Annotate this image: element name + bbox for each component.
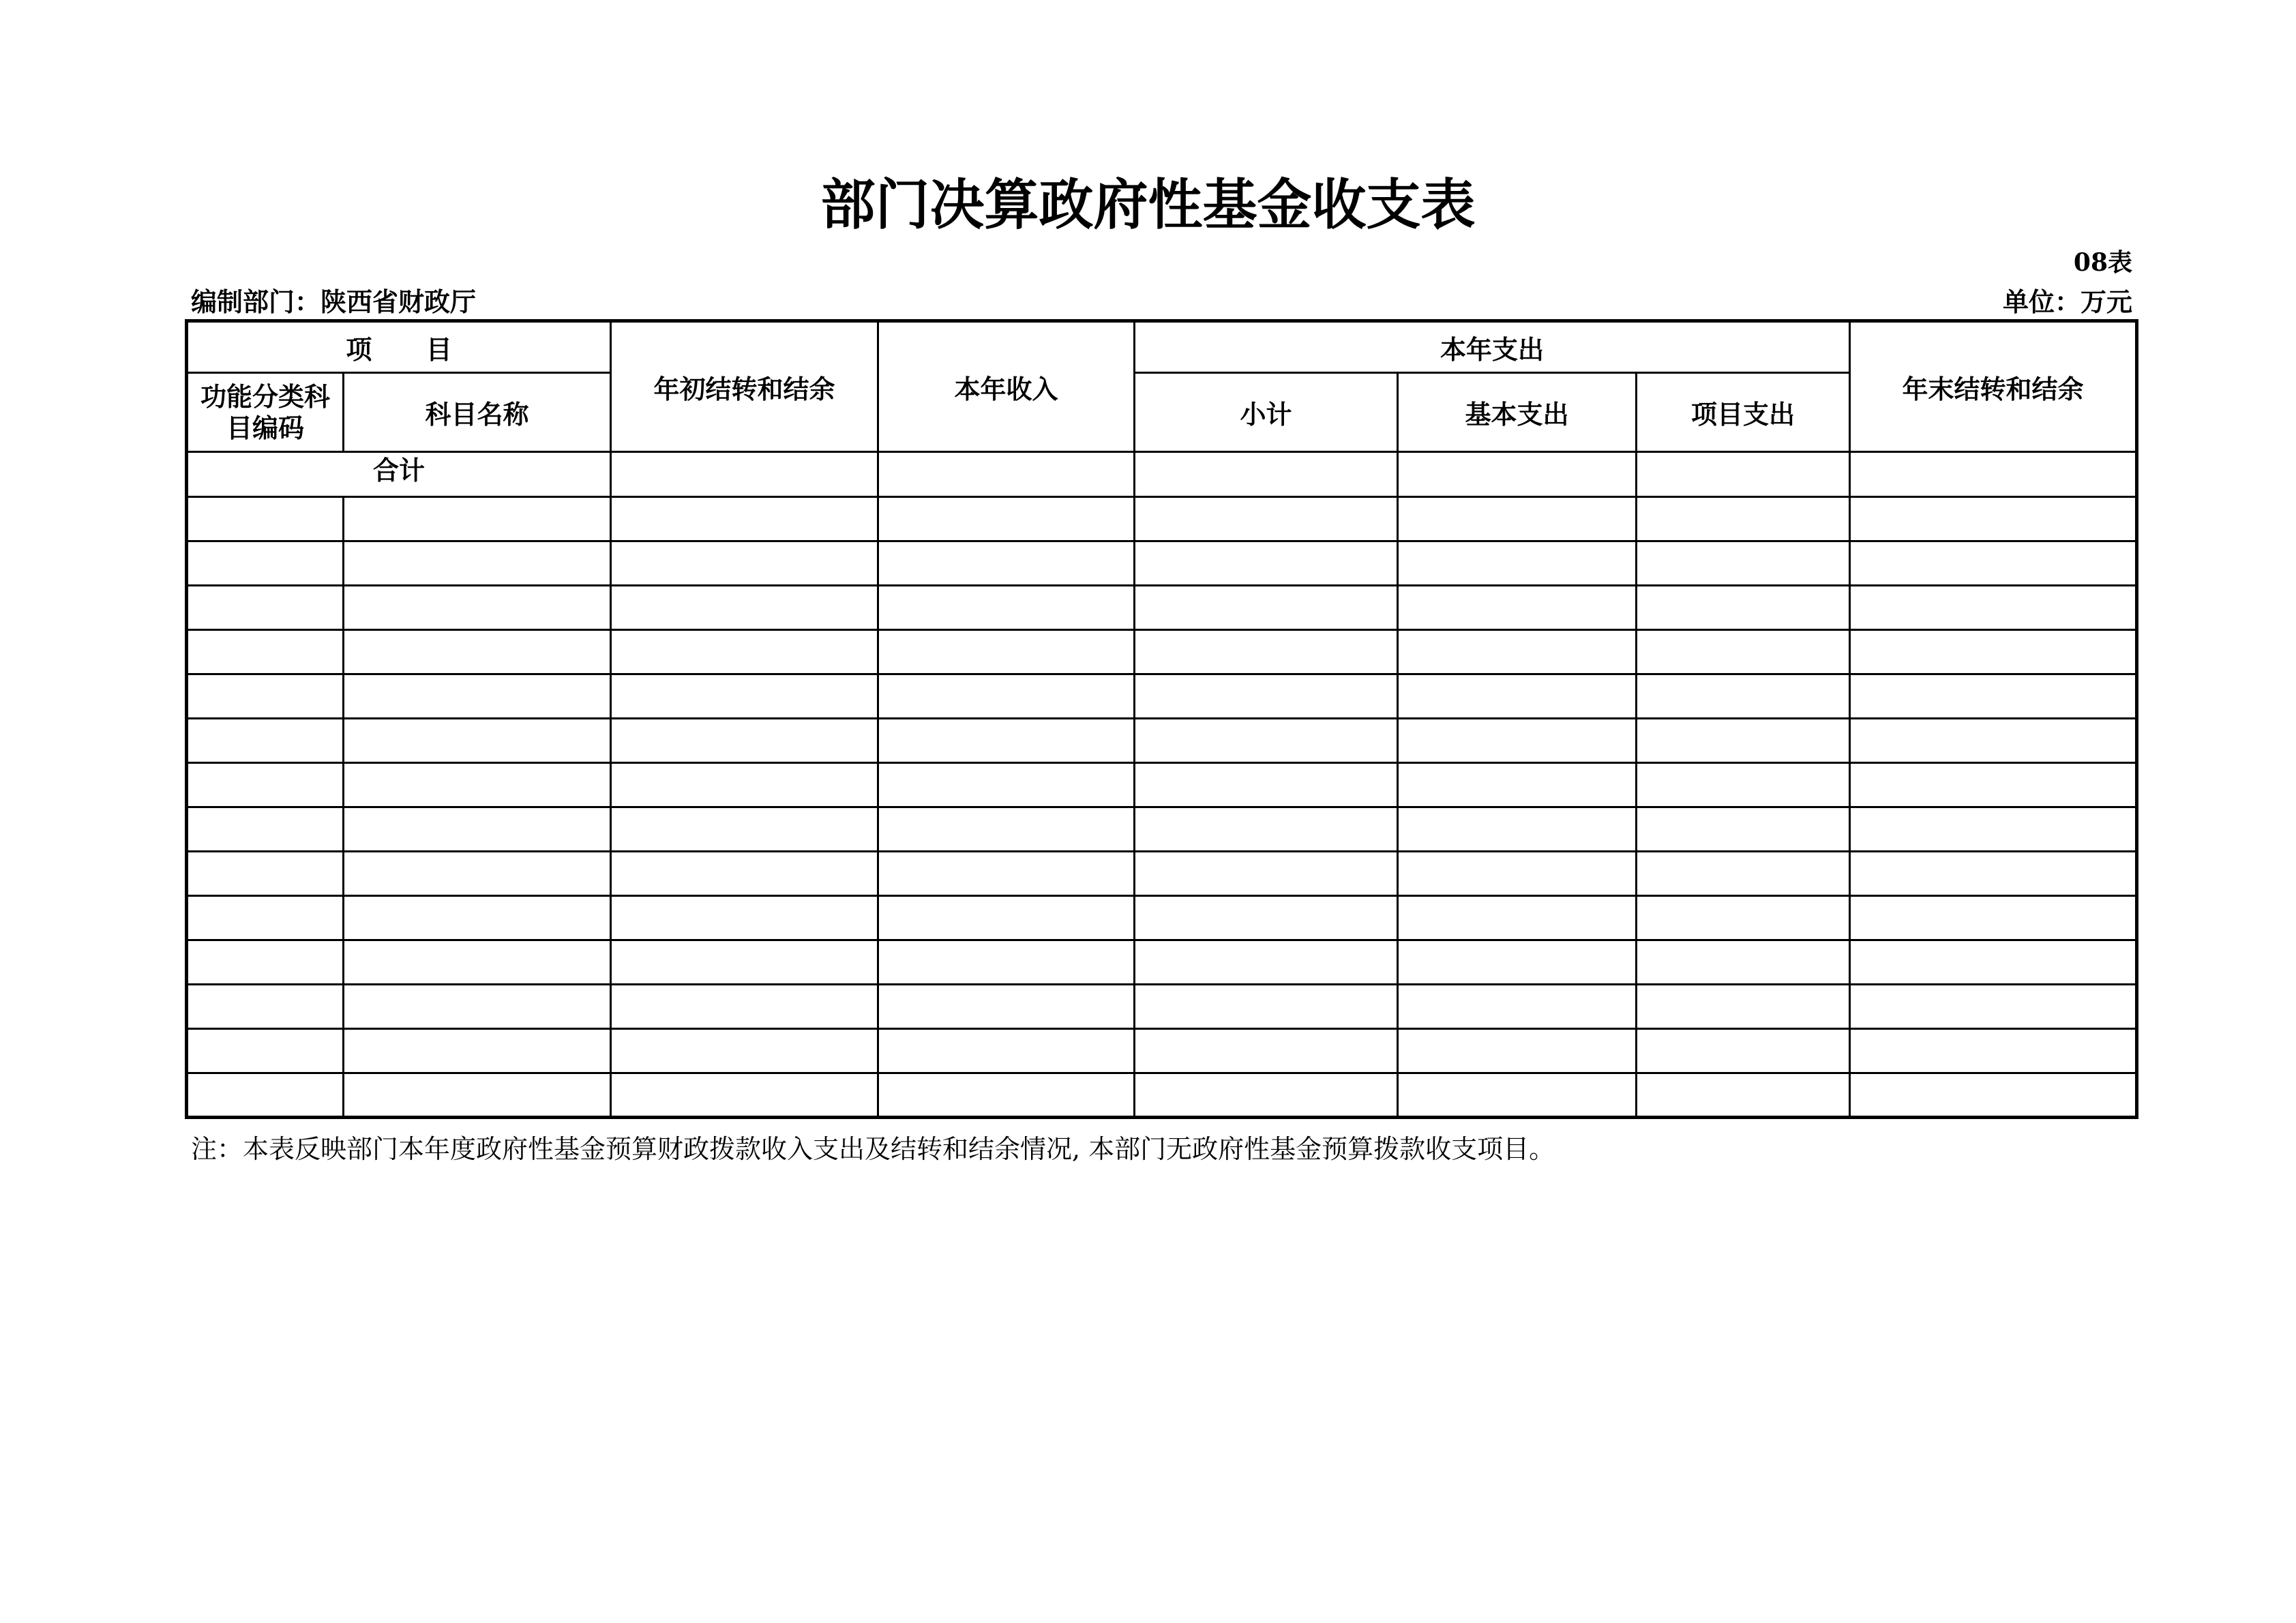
cell-beginning-balance xyxy=(611,985,878,1029)
cell-income xyxy=(878,630,1135,674)
footnote: 注：本表反映部门本年度政府性基金预算财政拨款收入支出及结转和结余情况, 本部门无政府性基金预算拨款收支项目。 xyxy=(191,1134,1555,1164)
cell-beginning-balance xyxy=(611,807,878,852)
cell-project-expenditure xyxy=(1637,630,1850,674)
cell-name xyxy=(344,896,611,940)
cell-beginning-balance xyxy=(611,719,878,763)
cell-project-expenditure xyxy=(1637,497,1850,541)
cell-ending-balance xyxy=(1850,674,2137,719)
total-project-expenditure xyxy=(1637,452,1850,497)
header-row-2 xyxy=(187,373,2137,452)
cell-basic-expenditure xyxy=(1398,541,1637,586)
cell-code xyxy=(187,719,344,763)
table-row xyxy=(187,719,2137,763)
header-basic-expenditure: 基本支出 xyxy=(1398,373,1637,452)
cell-project-expenditure xyxy=(1637,985,1850,1029)
cell-subtotal xyxy=(1135,630,1398,674)
header-name: 科目名称 xyxy=(344,373,611,452)
cell-project-expenditure xyxy=(1637,940,1850,985)
cell-project-expenditure xyxy=(1637,763,1850,807)
total-income xyxy=(878,452,1135,497)
cell-basic-expenditure xyxy=(1398,497,1637,541)
total-ending-balance xyxy=(1850,452,2137,497)
table-row xyxy=(187,940,2137,985)
cell-income xyxy=(878,940,1135,985)
cell-ending-balance xyxy=(1850,719,2137,763)
cell-code xyxy=(187,985,344,1029)
cell-income xyxy=(878,719,1135,763)
table-code: 08表 xyxy=(2073,248,2132,277)
table-row xyxy=(187,674,2137,719)
cell-name xyxy=(344,719,611,763)
cell-beginning-balance xyxy=(611,630,878,674)
cell-ending-balance xyxy=(1850,1073,2137,1118)
total-basic-expenditure xyxy=(1398,452,1637,497)
cell-project-expenditure xyxy=(1637,896,1850,940)
cell-beginning-balance xyxy=(611,497,878,541)
cell-beginning-balance xyxy=(611,763,878,807)
cell-income xyxy=(878,497,1135,541)
cell-subtotal xyxy=(1135,763,1398,807)
table-row xyxy=(187,1073,2137,1118)
cell-ending-balance xyxy=(1850,940,2137,985)
cell-project-expenditure xyxy=(1637,719,1850,763)
header-code: 功能分类科目编码 xyxy=(187,373,344,452)
cell-project-expenditure xyxy=(1637,674,1850,719)
cell-subtotal xyxy=(1135,985,1398,1029)
cell-project-expenditure xyxy=(1637,1073,1850,1118)
compiling-department: 编制部门：陕西省财政厅 xyxy=(191,286,477,317)
cell-basic-expenditure xyxy=(1398,719,1637,763)
cell-code xyxy=(187,674,344,719)
table-row xyxy=(187,985,2137,1029)
header-beginning-balance: 年初结转和结余 xyxy=(611,321,878,452)
table-row xyxy=(187,541,2137,586)
header-row-1 xyxy=(187,321,2137,373)
cell-income xyxy=(878,896,1135,940)
cell-code xyxy=(187,586,344,630)
cell-basic-expenditure xyxy=(1398,763,1637,807)
cell-income xyxy=(878,852,1135,896)
cell-basic-expenditure xyxy=(1398,985,1637,1029)
unit-label: 单位：万元 xyxy=(2002,286,2132,317)
cell-basic-expenditure xyxy=(1398,586,1637,630)
cell-ending-balance xyxy=(1850,586,2137,630)
cell-income xyxy=(878,763,1135,807)
table-row xyxy=(187,1029,2137,1073)
cell-ending-balance xyxy=(1850,1029,2137,1073)
table-row xyxy=(187,896,2137,940)
cell-beginning-balance xyxy=(611,1073,878,1118)
cell-income xyxy=(878,985,1135,1029)
fund-revenue-expenditure-table xyxy=(185,319,2138,1119)
cell-name xyxy=(344,1029,611,1073)
cell-ending-balance xyxy=(1850,807,2137,852)
header-item-group: 项 目 xyxy=(187,321,611,373)
cell-beginning-balance xyxy=(611,1029,878,1073)
header-project-expenditure: 项目支出 xyxy=(1637,373,1850,452)
table-row xyxy=(187,630,2137,674)
cell-ending-balance xyxy=(1850,896,2137,940)
cell-code xyxy=(187,541,344,586)
page-title: 部门决算政府性基金收支表 xyxy=(820,173,1476,237)
cell-subtotal xyxy=(1135,852,1398,896)
cell-subtotal xyxy=(1135,497,1398,541)
cell-project-expenditure xyxy=(1637,586,1850,630)
cell-subtotal xyxy=(1135,1073,1398,1118)
cell-subtotal xyxy=(1135,940,1398,985)
cell-name xyxy=(344,630,611,674)
cell-code xyxy=(187,896,344,940)
cell-beginning-balance xyxy=(611,541,878,586)
cell-beginning-balance xyxy=(611,674,878,719)
table-row xyxy=(187,763,2137,807)
cell-name xyxy=(344,541,611,586)
cell-income xyxy=(878,541,1135,586)
cell-beginning-balance xyxy=(611,940,878,985)
cell-ending-balance xyxy=(1850,852,2137,896)
cell-basic-expenditure xyxy=(1398,896,1637,940)
cell-name xyxy=(344,852,611,896)
cell-name xyxy=(344,1073,611,1118)
cell-beginning-balance xyxy=(611,586,878,630)
cell-ending-balance xyxy=(1850,763,2137,807)
cell-name xyxy=(344,940,611,985)
cell-basic-expenditure xyxy=(1398,940,1637,985)
cell-ending-balance xyxy=(1850,497,2137,541)
header-ending-balance: 年末结转和结余 xyxy=(1850,321,2137,452)
table-row xyxy=(187,586,2137,630)
cell-income xyxy=(878,586,1135,630)
header-expenditure-group: 本年支出 xyxy=(1135,321,1850,373)
cell-subtotal xyxy=(1135,719,1398,763)
total-label: 合计 xyxy=(187,452,611,497)
cell-name xyxy=(344,985,611,1029)
table-row xyxy=(187,497,2137,541)
cell-project-expenditure xyxy=(1637,852,1850,896)
cell-ending-balance xyxy=(1850,985,2137,1029)
cell-basic-expenditure xyxy=(1398,1029,1637,1073)
cell-basic-expenditure xyxy=(1398,674,1637,719)
cell-name xyxy=(344,497,611,541)
cell-name xyxy=(344,807,611,852)
header-subtotal: 小计 xyxy=(1135,373,1398,452)
cell-subtotal xyxy=(1135,541,1398,586)
cell-basic-expenditure xyxy=(1398,630,1637,674)
cell-income xyxy=(878,1029,1135,1073)
cell-name xyxy=(344,674,611,719)
cell-project-expenditure xyxy=(1637,807,1850,852)
cell-code xyxy=(187,1029,344,1073)
cell-beginning-balance xyxy=(611,852,878,896)
cell-code xyxy=(187,1073,344,1118)
cell-ending-balance xyxy=(1850,541,2137,586)
header-income: 本年收入 xyxy=(878,321,1135,452)
cell-basic-expenditure xyxy=(1398,807,1637,852)
cell-project-expenditure xyxy=(1637,1029,1850,1073)
cell-code xyxy=(187,630,344,674)
cell-subtotal xyxy=(1135,896,1398,940)
cell-subtotal xyxy=(1135,674,1398,719)
cell-code xyxy=(187,940,344,985)
cell-ending-balance xyxy=(1850,630,2137,674)
cell-subtotal xyxy=(1135,807,1398,852)
cell-income xyxy=(878,674,1135,719)
table-row xyxy=(187,807,2137,852)
cell-basic-expenditure xyxy=(1398,1073,1637,1118)
cell-code xyxy=(187,852,344,896)
cell-subtotal xyxy=(1135,586,1398,630)
cell-code xyxy=(187,763,344,807)
cell-code xyxy=(187,497,344,541)
total-beginning-balance xyxy=(611,452,878,497)
cell-subtotal xyxy=(1135,1029,1398,1073)
cell-basic-expenditure xyxy=(1398,852,1637,896)
cell-name xyxy=(344,586,611,630)
total-subtotal xyxy=(1135,452,1398,497)
cell-beginning-balance xyxy=(611,896,878,940)
cell-name xyxy=(344,763,611,807)
cell-code xyxy=(187,807,344,852)
cell-income xyxy=(878,807,1135,852)
total-row xyxy=(187,452,2137,497)
cell-income xyxy=(878,1073,1135,1118)
table-row xyxy=(187,852,2137,896)
cell-project-expenditure xyxy=(1637,541,1850,586)
